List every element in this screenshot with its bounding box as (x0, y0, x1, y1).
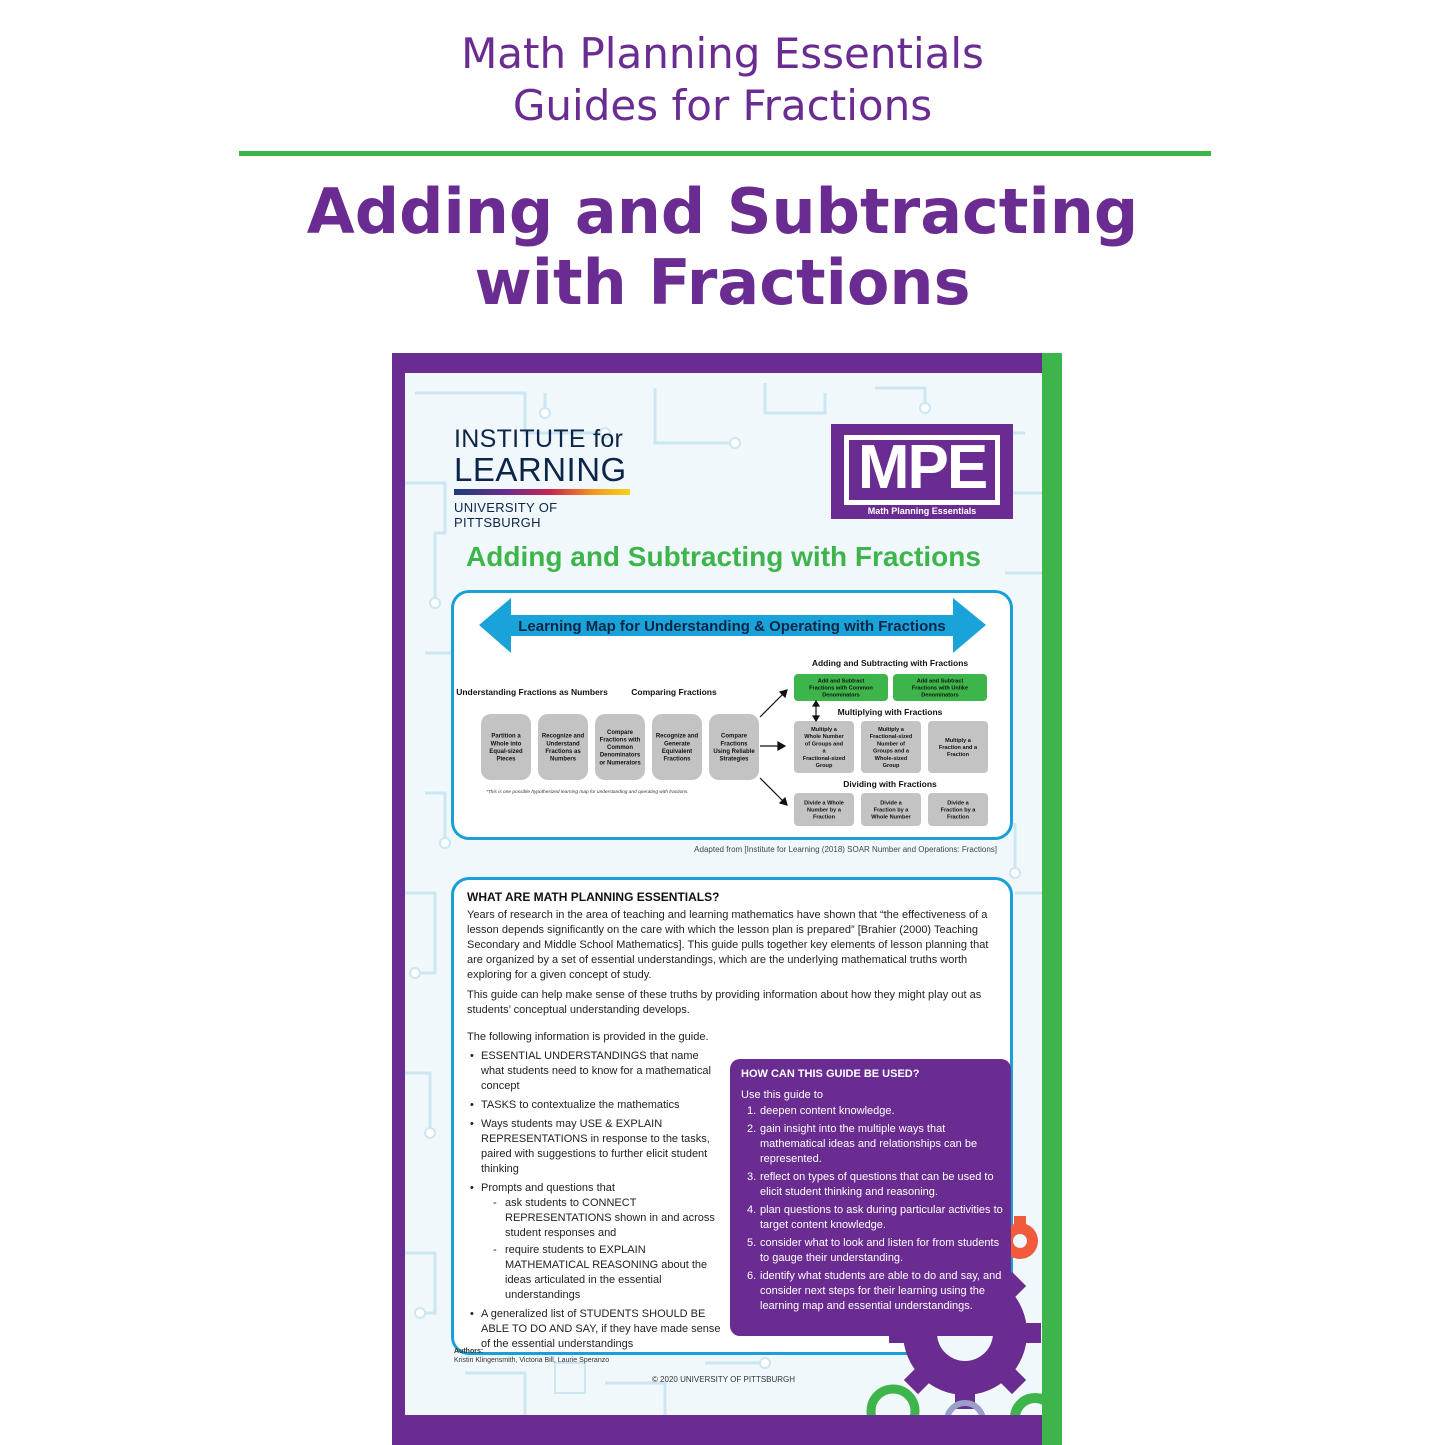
map-box-label: Compare (606, 729, 634, 736)
cover-heading: Adding and Subtracting with Fractions (466, 541, 981, 572)
list-item: 4. plan questions to ask during particular activities to target content knowledge. (747, 1204, 1003, 1231)
map-box-multiplying-label: Multiply a (878, 726, 904, 733)
map-box-multiplying-label: Fraction and a (938, 744, 978, 751)
what-title: WHAT ARE MATH PLANNING ESSENTIALS? (467, 890, 720, 904)
page-title-line1: Adding and Subtracting (306, 175, 1139, 248)
map-box-label: Partition a (491, 733, 521, 740)
map-box-label: Equivalent (661, 748, 693, 755)
page-title-line2: with Fractions (474, 246, 971, 319)
authors-names: Kristin Klingensmith, Victoria Bill, Laurie Speranzo (454, 1357, 610, 1364)
how-intro: Use this guide to (741, 1089, 823, 1101)
map-footnote: *This is one possible hypothesized learning map for understanding and operating with fractions. (486, 790, 689, 795)
cover-green-edge (1042, 353, 1062, 1445)
authors (454, 1347, 609, 1365)
map-box-multiplying-label: of Groups and (804, 741, 844, 748)
map-box-multiplying-label: Groups and a (872, 748, 910, 755)
map-box-dividing-label: Fraction by a (940, 807, 976, 814)
guide-cover[interactable] (392, 353, 1062, 1445)
map-box-dividing-label: Fraction (812, 814, 836, 821)
map-box-label: Generate (663, 741, 691, 748)
map-box-adding-label: Denominators (921, 692, 959, 699)
dividing-label: Dividing with Fractions (843, 779, 937, 789)
map-box-label: Pieces (496, 756, 516, 763)
map-box-label: Numbers (549, 756, 577, 763)
map-box-label: Using Reliable (713, 748, 755, 755)
series-title: Math Planning Essentials (461, 29, 984, 78)
list-item: • Ways students may USE & EXPLAIN REPRESENTATIONS in response to the tasks, paired with suggestions to further elicit student thinking (467, 1117, 722, 1177)
map-box-label: or Numerators (599, 760, 641, 767)
list-item: 2. gain insight into the multiple ways that mathematical ideas and relationships can be represented. (747, 1123, 978, 1165)
map-box-multiplying-label: Multiply a (811, 726, 837, 733)
mpe-logo-mark: MPE (857, 433, 987, 502)
map-box-adding-label: Add and Subtract (817, 678, 865, 685)
map-box-multiplying-label: Multiply a (945, 737, 971, 744)
how-body (741, 1088, 1003, 1317)
map-box-dividing-label: Fraction (946, 814, 970, 821)
list-item: • A generalized list of STUDENTS SHOULD BE ABLE TO DO AND SAY, if they have made sense of the essential understandings (467, 1307, 722, 1352)
map-box-multiplying-label: Fractional-sized (869, 734, 913, 741)
map-box-dividing-label: Divide a (947, 800, 969, 807)
map-banner-title: Learning Map for Understanding & Operating with Fractions (518, 618, 946, 635)
series-subtitle: Guides for Fractions (512, 81, 933, 130)
source-note: Adapted from [Institute for Learning (2018) SOAR Number and Operations: Fractions] (694, 845, 997, 854)
logo-line3: UNIVERSITY OF PITTSBURGH (454, 500, 558, 530)
map-box-label: Fractions as (545, 748, 581, 755)
gear-icon (1015, 1398, 1042, 1415)
list-item: • TASKS to contextualize the mathematics (467, 1098, 722, 1113)
list-item: 5. consider what to look and listen for from students to gauge their understanding. (747, 1237, 1000, 1264)
map-box-label: Fractions (720, 741, 748, 748)
map-box-adding-label: Add and Subtract (916, 678, 964, 685)
map-box-multiplying-label: Whole Number (804, 734, 844, 741)
gear-icon (871, 1389, 915, 1415)
copyright: © 2020 UNIVERSITY OF PITTSBURGH (651, 1375, 796, 1384)
map-box-multiplying-label: Number of (877, 741, 905, 748)
list-item: • ESSENTIAL UNDERSTANDINGS that name what students need to know for a mathematical concept (467, 1049, 722, 1094)
sub-list-item: - require students to EXPLAIN MATHEMATICAL REASONING about the ideas articulated in the essential understandings (481, 1243, 722, 1303)
list-item: 6. identify what students are able to do and say, and consider next steps for their learning using the learning map and essential understandings. (747, 1270, 1002, 1312)
adding-label: Adding and Subtracting with Fractions (811, 658, 969, 668)
map-box-multiplying-label: a (822, 748, 826, 755)
map-box-adding-label: Denominators (822, 692, 860, 699)
how-to-use-panel (730, 1059, 1011, 1336)
map-box-dividing-label: Fraction by a (873, 807, 909, 814)
map-box-adding-label: Fractions with Common (809, 685, 873, 692)
map-box-label: Whole into (490, 741, 522, 748)
map-box-label: Recognize and (655, 733, 699, 740)
map-box-label: Compare (720, 733, 748, 740)
comparing-label: Comparing Fractions (631, 687, 717, 697)
authors-label: Authors: (454, 1348, 484, 1355)
how-title: HOW CAN THIS GUIDE BE USED? (741, 1068, 920, 1080)
map-box-multiplying-label: Group (882, 762, 900, 769)
map-box-label: Strategies (719, 756, 749, 763)
map-box-dividing-label: Divide a (880, 800, 902, 807)
map-box-label: Fractions (663, 756, 691, 763)
map-box-label: Common (607, 745, 633, 752)
what-paragraph-2: This guide can help make sense of these truths by providing information about how they might play out as students’ conceptual understanding develops. (467, 989, 982, 1016)
mpe-logo-caption: Math Planning Essentials (867, 506, 977, 516)
logo-line1: INSTITUTE for (454, 425, 624, 453)
understanding-label: Understanding Fractions as Numbers (456, 687, 608, 697)
what-list-intro: The following information is provided in the guide. (467, 1031, 709, 1043)
list-item-text: Prompts and questions that (481, 1182, 615, 1194)
cover-page (405, 373, 1042, 1415)
sub-list-item: - ask students to CONNECT REPRESENTATIONS shown in and across student responses and (481, 1196, 722, 1241)
map-box-dividing-label: Whole Number (871, 814, 911, 821)
map-box-multiplying-label: Group (815, 762, 833, 769)
map-box-multiplying-label: Whole-sized (874, 755, 908, 762)
map-box-label: Fractions with (599, 737, 641, 744)
map-box-multiplying-label: Fractional-sized (802, 755, 846, 762)
divider (239, 151, 1211, 156)
map-box-dividing-label: Divide a Whole (804, 800, 844, 807)
map-box-label: Equal-sized (489, 748, 523, 755)
list-item: 1. deepen content knowledge. (747, 1105, 895, 1117)
multiplying-label: Multiplying with Fractions (837, 707, 943, 717)
list-item: 3. reflect on types of questions that can be used to elicit student thinking and reasoning. (747, 1171, 994, 1198)
map-box-adding-label: Fractions with Unlike (911, 685, 969, 692)
map-box-label: Denominators (599, 752, 641, 759)
logo-line2: LEARNING (454, 451, 627, 488)
map-box-label: Understand (546, 741, 580, 748)
what-paragraph-1: Years of research in the area of teaching and learning mathematics have shown that “the effectiveness of a lesson depends significantly on the care with which the lesson plan is prepared” [Brahier (2000) Teaching Secondary and Middle School Mathematics]. This guide pulls together key elements of lesson planning that are organized by a set of essential understandings, which are the underlying mathematical truths worth exploring for a given concept of study. (467, 909, 989, 981)
map-box-multiplying-label: Fraction (946, 752, 970, 759)
map-box-dividing-label: Number by a (807, 807, 841, 814)
map-box-label: Recognize and (541, 733, 585, 740)
